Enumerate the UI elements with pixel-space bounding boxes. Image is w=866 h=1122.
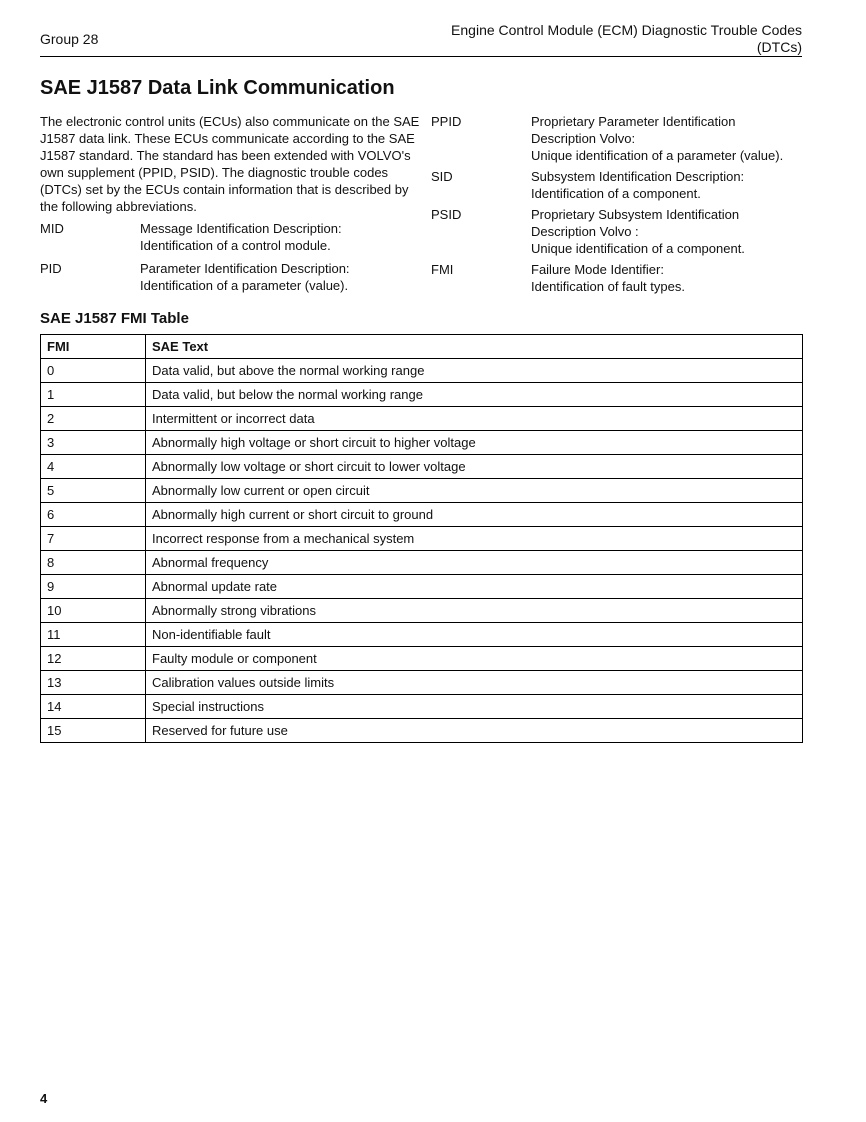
fmi-code-cell: 6 bbox=[41, 503, 146, 527]
table-row bbox=[41, 503, 803, 527]
sae-text-cell: Abnormally strong vibrations bbox=[146, 599, 803, 623]
definition-meaning: Identification of a component. bbox=[531, 186, 701, 201]
definition-meaning: Identification of fault types. bbox=[531, 279, 685, 294]
table-row bbox=[41, 695, 803, 719]
definition-row bbox=[40, 260, 420, 294]
definitions-right bbox=[431, 113, 803, 299]
definition-abbr: PPID bbox=[431, 114, 462, 129]
header-divider bbox=[40, 56, 802, 57]
table-row bbox=[41, 431, 803, 455]
table-row bbox=[41, 455, 803, 479]
fmi-code-cell: 11 bbox=[41, 623, 146, 647]
definition-abbr: PID bbox=[40, 261, 62, 276]
definition-row bbox=[40, 220, 420, 254]
sae-text-cell: Non-identifiable fault bbox=[146, 623, 803, 647]
sae-text-cell: Data valid, but below the normal working range bbox=[146, 383, 803, 407]
table-row bbox=[41, 575, 803, 599]
definition-meaning: Identification of a control module. bbox=[140, 238, 331, 253]
sae-text-cell: Abnormal frequency bbox=[146, 551, 803, 575]
sae-text-cell: Intermittent or incorrect data bbox=[146, 407, 803, 431]
definition-row bbox=[431, 206, 803, 257]
section-title: SAE J1587 Data Link Communication bbox=[40, 77, 395, 99]
sae-text-cell: Abnormally low voltage or short circuit to lower voltage bbox=[146, 455, 803, 479]
definition-desc bbox=[531, 113, 803, 164]
header-title: Engine Control Module (ECM) Diagnostic Trouble Codes (DTCs) bbox=[451, 22, 802, 55]
table-row bbox=[41, 527, 803, 551]
fmi-code-cell: 4 bbox=[41, 455, 146, 479]
definition-desc bbox=[531, 206, 803, 257]
definition-meaning: Unique identification of a parameter (value). bbox=[531, 148, 784, 163]
fmi-code-cell: 5 bbox=[41, 479, 146, 503]
definition-abbr: SID bbox=[431, 169, 453, 184]
sae-text-cell: Data valid, but above the normal working range bbox=[146, 359, 803, 383]
fmi-code-cell: 0 bbox=[41, 359, 146, 383]
sae-text-cell: Abnormally low current or open circuit bbox=[146, 479, 803, 503]
definition-abbr: PSID bbox=[431, 207, 462, 222]
definition-term: Parameter Identification Description: bbox=[140, 261, 350, 276]
sae-text-cell: Abnormally high current or short circuit to ground bbox=[146, 503, 803, 527]
table-body bbox=[41, 359, 803, 743]
table-row bbox=[41, 551, 803, 575]
fmi-code-cell: 12 bbox=[41, 647, 146, 671]
page-number: 4 bbox=[40, 1091, 48, 1106]
fmi-code-cell: 7 bbox=[41, 527, 146, 551]
definition-term: Subsystem Identification Description: bbox=[531, 169, 745, 184]
definition-term: Message Identification Description: bbox=[140, 221, 342, 236]
header-group: Group 28 bbox=[40, 31, 99, 47]
table-row bbox=[41, 599, 803, 623]
table-row bbox=[41, 407, 803, 431]
sae-text-cell: Abnormal update rate bbox=[146, 575, 803, 599]
definition-desc bbox=[531, 261, 803, 295]
fmi-code-cell: 9 bbox=[41, 575, 146, 599]
fmi-code-cell: 13 bbox=[41, 671, 146, 695]
intro-paragraph: The electronic control units (ECUs) also communicate on the SAE J1587 data link. These ECUs communicate according to the SAE J1587 standard. The standard has been extended with VOLVO's own supplement (PPID, PSID). The diagnostic trouble codes (DTCs) set by the ECUs contain information that is described by the following abbreviations. bbox=[40, 114, 420, 214]
fmi-code-cell: 3 bbox=[41, 431, 146, 455]
table-row bbox=[41, 623, 803, 647]
table-header-row bbox=[41, 335, 803, 359]
table-row bbox=[41, 383, 803, 407]
definition-desc bbox=[531, 168, 803, 202]
sae-text-cell: Abnormally high voltage or short circuit to higher voltage bbox=[146, 431, 803, 455]
table-row bbox=[41, 671, 803, 695]
definition-term: Proprietary Parameter Identification Description Volvo: bbox=[531, 114, 736, 146]
definition-term: Failure Mode Identifier: bbox=[531, 262, 664, 277]
intro-column bbox=[40, 113, 420, 300]
table-row bbox=[41, 359, 803, 383]
table-row bbox=[41, 479, 803, 503]
definition-desc bbox=[140, 260, 420, 294]
header-fmi: FMI bbox=[41, 335, 146, 359]
fmi-code-cell: 15 bbox=[41, 719, 146, 743]
fmi-code-cell: 10 bbox=[41, 599, 146, 623]
definition-abbr: FMI bbox=[431, 262, 454, 277]
table-row bbox=[41, 719, 803, 743]
sae-text-cell: Calibration values outside limits bbox=[146, 671, 803, 695]
fmi-code-cell: 1 bbox=[41, 383, 146, 407]
definition-term: Proprietary Subsystem Identification Description Volvo : bbox=[531, 207, 740, 239]
table-title: SAE J1587 FMI Table bbox=[40, 310, 189, 327]
sae-text-cell: Special instructions bbox=[146, 695, 803, 719]
table-row bbox=[41, 647, 803, 671]
definition-row bbox=[431, 168, 803, 202]
definition-desc bbox=[140, 220, 420, 254]
sae-text-cell: Incorrect response from a mechanical system bbox=[146, 527, 803, 551]
sae-text-cell: Faulty module or component bbox=[146, 647, 803, 671]
definition-row bbox=[431, 113, 803, 164]
fmi-code-cell: 2 bbox=[41, 407, 146, 431]
definition-row bbox=[431, 261, 803, 295]
definition-abbr: MID bbox=[40, 221, 64, 236]
sae-text-cell: Reserved for future use bbox=[146, 719, 803, 743]
definition-meaning: Identification of a parameter (value). bbox=[140, 278, 349, 293]
fmi-table bbox=[40, 334, 803, 743]
header-sae-text: SAE Text bbox=[146, 335, 803, 359]
fmi-code-cell: 8 bbox=[41, 551, 146, 575]
definitions-left bbox=[40, 220, 420, 294]
definition-meaning: Unique identification of a component. bbox=[531, 241, 745, 256]
fmi-code-cell: 14 bbox=[41, 695, 146, 719]
